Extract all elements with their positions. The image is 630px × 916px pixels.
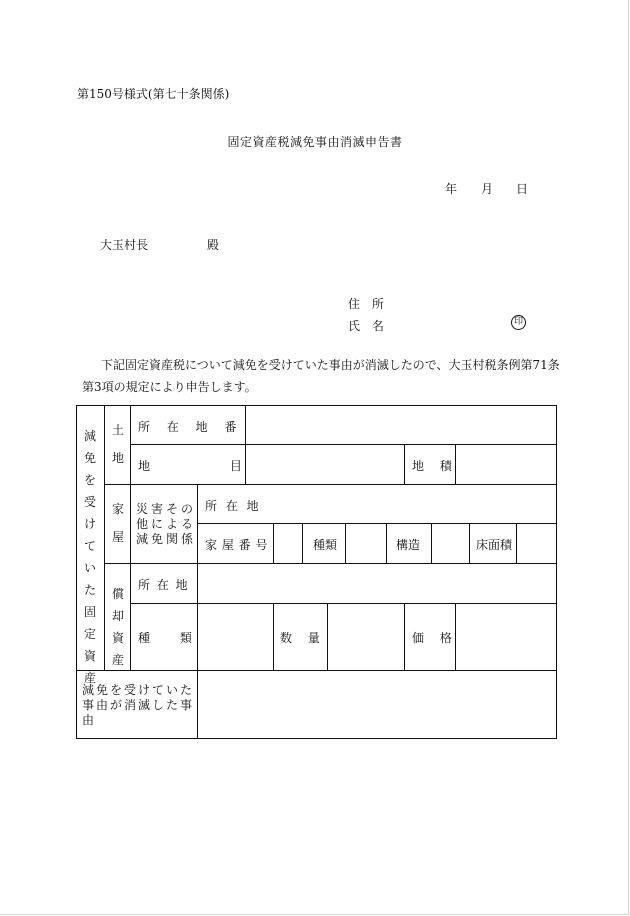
date-month-label: 月 — [481, 182, 494, 196]
land-label: 土地 — [111, 423, 124, 465]
addressee-honorific: 殿 — [207, 238, 220, 252]
date-day-label: 日 — [516, 182, 529, 196]
section-label-vertical: 減免を受けていた固定資産 — [83, 429, 96, 685]
depreciable-location-label: 所 在 地 — [138, 578, 188, 592]
house-label: 家屋 — [111, 502, 124, 544]
document-title: 固定資産税減免事由消滅申告書 — [227, 135, 403, 149]
house-structure-label: 構造 — [396, 538, 421, 552]
addressee-name: 大玉村長 — [100, 238, 149, 252]
date-year-label: 年 — [445, 182, 458, 196]
depreciable-type-label: 種 類 — [138, 631, 192, 645]
house-floor-area-label: 床面積 — [476, 538, 513, 552]
declaration-line-1: 下記固定資産税について減免を受けていた事由が消滅したので、大玉村税条例第71条 — [101, 358, 560, 372]
land-location-label: 所 在 地 番 — [138, 420, 237, 434]
address-label: 住 所 — [348, 297, 384, 311]
land-category-label: 地 目 — [138, 459, 242, 473]
house-type-label: 種類 — [313, 538, 338, 552]
seal-mark: 印 — [511, 315, 526, 330]
depreciable-quantity-label: 数 量 — [280, 631, 320, 645]
house-number-label: 家 屋 番 号 — [205, 538, 268, 552]
reason-label: 減免を受けていた事由が消滅した事由 — [82, 683, 195, 727]
name-label: 氏 名 — [348, 319, 384, 333]
form-number: 第150号様式(第七十条関係) — [77, 87, 230, 101]
depreciable-label: 償却資産 — [111, 587, 124, 667]
declaration-line-2: 第3項の規定により申告します。 — [82, 380, 257, 394]
land-area-label: 地 積 — [412, 459, 452, 473]
house-location-label: 所 在 地 — [205, 499, 259, 513]
depreciable-price-label: 価 格 — [412, 631, 452, 645]
house-disaster-label: 災害その他による減免関係 — [136, 502, 197, 546]
